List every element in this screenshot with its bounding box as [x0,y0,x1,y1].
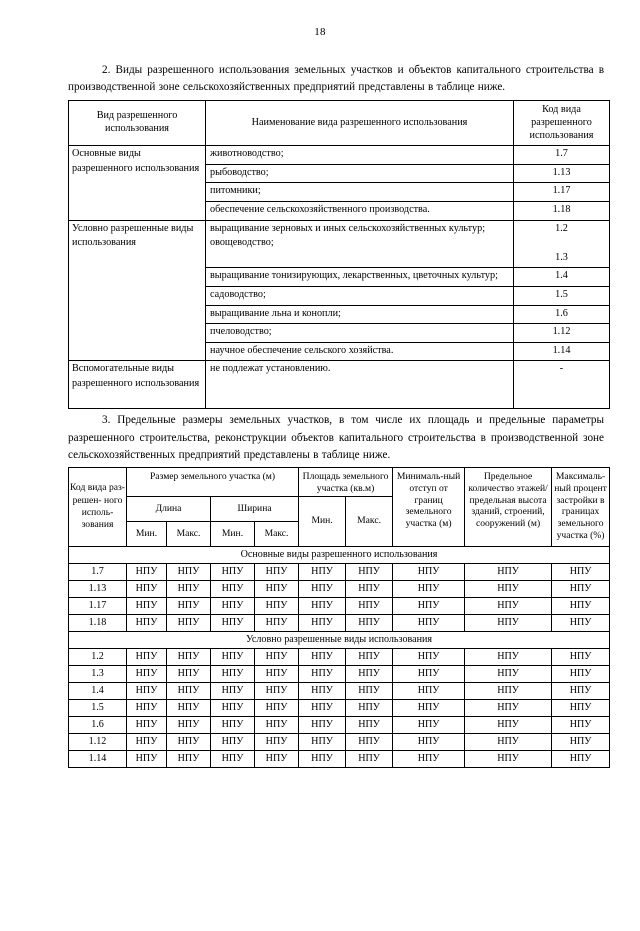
cell-setback: НПУ [393,682,465,699]
cell-setback: НПУ [393,733,465,750]
cell-area-max: НПУ [346,716,393,733]
row-code: 1.6 [69,716,127,733]
cell-length-min: НПУ [127,750,167,767]
use-name: животноводство; [206,146,514,165]
cell-builtup: НПУ [552,682,610,699]
table-row [69,361,610,409]
cell-length-max: НПУ [167,733,211,750]
use-code: 1.13 [514,164,610,183]
table-header-row [69,100,610,146]
header-length: Длина [127,496,211,521]
section-title-main: Основные виды разрешенного использования [69,546,610,563]
cell-length-max: НПУ [167,750,211,767]
header-area-min: Мин. [299,496,346,546]
cell-setback: НПУ [393,699,465,716]
cell-setback: НПУ [393,665,465,682]
cell-area-min: НПУ [299,750,346,767]
permitted-use-table [68,100,610,410]
table-row [69,682,610,699]
use-name [206,220,514,268]
cell-width-max: НПУ [255,699,299,716]
cell-area-min: НПУ [299,733,346,750]
paragraph-item-2: 2. Виды разрешенного использования земельных участков и объектов капитального строительства в производственной зоне сельскохозяйственных предприятий представлены в таблице ниже. [68,64,604,94]
header-width: Ширина [211,496,299,521]
page-number: 18 [314,26,326,38]
header-area-max: Макс. [346,496,393,546]
cell-floors: НПУ [465,614,552,631]
cell-floors: НПУ [465,597,552,614]
cell-area-min: НПУ [299,699,346,716]
cell-setback: НПУ [393,597,465,614]
header-code: Код вида раз- решен- ного исполь- зования [69,468,127,546]
row-code: 1.13 [69,580,127,597]
row-code: 1.7 [69,563,127,580]
use-code: 1.4 [514,268,610,287]
cell-floors: НПУ [465,648,552,665]
limit-parameters-table-body [69,468,610,767]
use-code: 1.14 [514,342,610,361]
cell-length-max: НПУ [167,682,211,699]
cell-area-min: НПУ [299,614,346,631]
cell-width-min: НПУ [211,716,255,733]
table-header-row-1 [69,468,610,496]
cell-width-min: НПУ [211,733,255,750]
row-code: 1.18 [69,614,127,631]
cell-length-min: НПУ [127,563,167,580]
cell-width-min: НПУ [211,750,255,767]
cell-width-max: НПУ [255,716,299,733]
cell-floors: НПУ [465,750,552,767]
header-use-type: Вид разрешенного использования [69,100,206,146]
use-code: 1.7 [514,146,610,165]
header-setback: Минималь-ный отступ от границ земельного участка (м) [393,468,465,546]
row-code: 1.4 [69,682,127,699]
cell-length-min: НПУ [127,597,167,614]
cell-area-max: НПУ [346,682,393,699]
cell-width-max: НПУ [255,614,299,631]
use-code: 1.6 [514,305,610,324]
cell-builtup: НПУ [552,614,610,631]
cell-area-max: НПУ [346,614,393,631]
row-code: 1.17 [69,597,127,614]
category-conditional: Условно разрешенные виды использования [69,220,206,361]
header-length-min: Мин. [127,521,167,546]
use-name: обеспечение сельскохозяйственного производства. [206,201,514,220]
cell-width-max: НПУ [255,648,299,665]
row-code: 1.14 [69,750,127,767]
cell-builtup: НПУ [552,648,610,665]
cell-area-min: НПУ [299,665,346,682]
use-name-line1: выращивание зерновых и иных сельскохозяйственных культур; [210,222,486,234]
cell-builtup: НПУ [552,699,610,716]
table-row [69,716,610,733]
use-code: 1.12 [514,324,610,343]
table-row [69,733,610,750]
cell-setback: НПУ [393,614,465,631]
cell-area-max: НПУ [346,750,393,767]
cell-floors: НПУ [465,699,552,716]
cell-area-max: НПУ [346,665,393,682]
cell-setback: НПУ [393,580,465,597]
row-code: 1.5 [69,699,127,716]
cell-length-min: НПУ [127,614,167,631]
cell-length-max: НПУ [167,563,211,580]
cell-width-min: НПУ [211,597,255,614]
limit-parameters-table [68,467,610,767]
cell-floors: НПУ [465,563,552,580]
cell-width-max: НПУ [255,750,299,767]
cell-width-max: НПУ [255,665,299,682]
use-name: пчеловодство; [206,324,514,343]
use-code: 1.18 [514,201,610,220]
cell-length-max: НПУ [167,614,211,631]
cell-width-max: НПУ [255,597,299,614]
table-row [69,580,610,597]
row-code: 1.2 [69,648,127,665]
category-auxiliary: Вспомогательные виды разрешенного использования [69,361,206,409]
cell-length-max: НПУ [167,665,211,682]
header-use-name: Наименование вида разрешенного использования [206,100,514,146]
table-row [69,614,610,631]
cell-floors: НПУ [465,665,552,682]
cell-length-max: НПУ [167,580,211,597]
cell-area-min: НПУ [299,648,346,665]
cell-setback: НПУ [393,563,465,580]
header-width-min: Мин. [211,521,255,546]
cell-length-max: НПУ [167,597,211,614]
use-name: выращивание тонизирующих, лекарственных, цветочных культур; [206,268,514,287]
permitted-use-table-body [69,100,610,409]
cell-width-max: НПУ [255,580,299,597]
cell-width-min: НПУ [211,699,255,716]
cell-length-min: НПУ [127,733,167,750]
use-code: - [514,361,610,409]
table-row [69,750,610,767]
cell-builtup: НПУ [552,597,610,614]
cell-area-max: НПУ [346,563,393,580]
cell-length-min: НПУ [127,699,167,716]
cell-builtup: НПУ [552,665,610,682]
header-use-code: Код вида разрешенного использования [514,100,610,146]
cell-length-min: НПУ [127,580,167,597]
use-name: рыбоводство; [206,164,514,183]
cell-setback: НПУ [393,750,465,767]
cell-length-min: НПУ [127,682,167,699]
header-floors: Предельное количество этажей/ предельная высота зданий, строений, сооружений (м) [465,468,552,546]
header-area-group: Площадь земельного участка (кв.м) [299,468,393,496]
document-page [0,26,640,931]
cell-builtup: НПУ [552,580,610,597]
use-code-secondary: 1.3 [555,251,568,263]
use-name: научное обеспечение сельского хозяйства. [206,342,514,361]
cell-area-max: НПУ [346,580,393,597]
cell-area-min: НПУ [299,563,346,580]
row-code: 1.3 [69,665,127,682]
use-code-primary: 1.2 [555,222,568,234]
cell-length-min: НПУ [127,716,167,733]
cell-floors: НПУ [465,716,552,733]
cell-area-min: НПУ [299,716,346,733]
section-title-conditional: Условно разрешенные виды использования [69,631,610,648]
header-length-max: Макс. [167,521,211,546]
cell-width-max: НПУ [255,682,299,699]
cell-width-min: НПУ [211,648,255,665]
use-code: 1.5 [514,286,610,305]
cell-width-max: НПУ [255,733,299,750]
cell-setback: НПУ [393,716,465,733]
table-row [69,699,610,716]
row-code: 1.12 [69,733,127,750]
use-name: садоводство; [206,286,514,305]
cell-area-max: НПУ [346,699,393,716]
table-row [69,597,610,614]
cell-length-max: НПУ [167,716,211,733]
cell-builtup: НПУ [552,733,610,750]
cell-width-min: НПУ [211,665,255,682]
paragraph-item-3: 3. Предельные размеры земельных участков, в том числе их площадь и предельные параметры разрешенного строительства, реконструкции объектов капитального строительства в производственной зоне сельскохозяйственных предприятий представлены в таблице ниже. [68,414,604,461]
use-code [514,220,610,268]
cell-length-min: НПУ [127,648,167,665]
cell-width-max: НПУ [255,563,299,580]
use-name: не подлежат установлению. [206,361,514,409]
use-name-line2: овощеводство; [210,237,274,249]
table-row [69,665,610,682]
cell-area-min: НПУ [299,597,346,614]
cell-area-max: НПУ [346,597,393,614]
header-size-group: Размер земельного участка (м) [127,468,299,496]
category-main: Основные виды разрешенного использования [69,146,206,220]
cell-width-min: НПУ [211,563,255,580]
cell-area-max: НПУ [346,733,393,750]
table-row [69,563,610,580]
cell-width-min: НПУ [211,682,255,699]
cell-area-min: НПУ [299,682,346,699]
cell-floors: НПУ [465,733,552,750]
cell-area-max: НПУ [346,648,393,665]
table-row [69,146,610,165]
section-header-row [69,546,610,563]
header-builtup: Максималь-ный процент застройки в границах земельного участка (%) [552,468,610,546]
cell-length-max: НПУ [167,648,211,665]
cell-width-min: НПУ [211,580,255,597]
use-code: 1.17 [514,183,610,202]
header-width-max: Макс. [255,521,299,546]
cell-builtup: НПУ [552,563,610,580]
table-row [69,648,610,665]
cell-builtup: НПУ [552,750,610,767]
table-row [69,220,610,268]
cell-length-min: НПУ [127,665,167,682]
cell-length-max: НПУ [167,699,211,716]
section-header-row [69,631,610,648]
cell-floors: НПУ [465,580,552,597]
use-name: выращивание льна и конопли; [206,305,514,324]
cell-width-min: НПУ [211,614,255,631]
cell-builtup: НПУ [552,716,610,733]
cell-setback: НПУ [393,648,465,665]
use-name: питомники; [206,183,514,202]
cell-floors: НПУ [465,682,552,699]
cell-area-min: НПУ [299,580,346,597]
